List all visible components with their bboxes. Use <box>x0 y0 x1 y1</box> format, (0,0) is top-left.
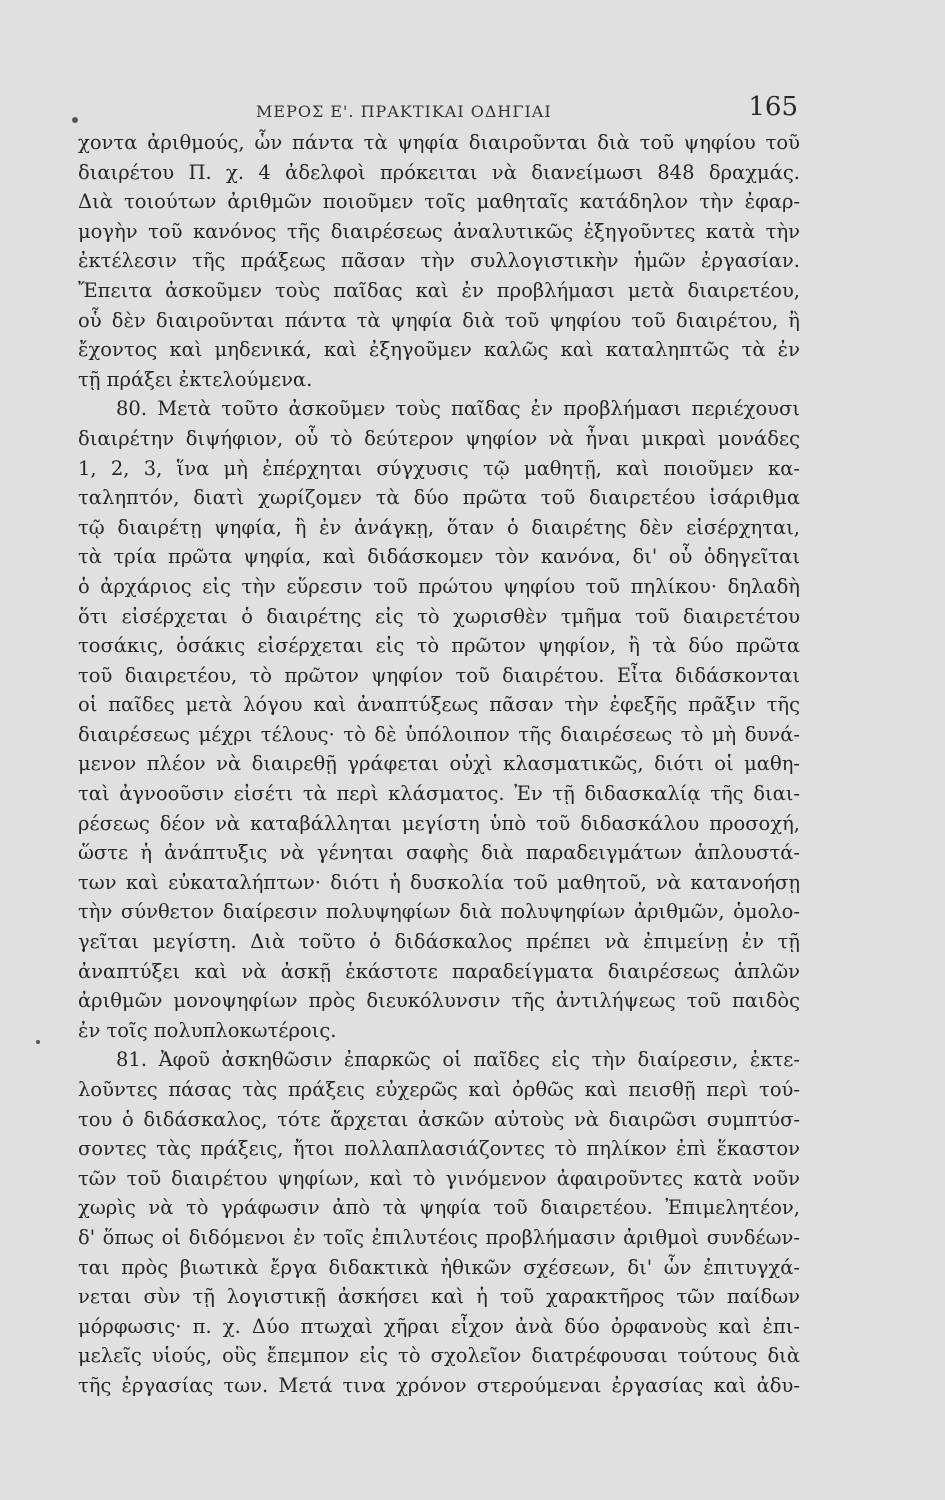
text-line: ρέσεως δέον νὰ καταβάλληται μεγίστη ὑπὸ τοῦ διδασκάλου προσοχή, <box>78 811 800 835</box>
text-line: ὥστε ἡ ἀνάπτυξις νὰ γένηται σαφὴς διὰ παραδειγμάτων ἁπλουστά- <box>78 841 800 865</box>
text-line: τῆς ἐργασίας των. Μετά τινα χρόνον στερούμεναι ἐργασίας καὶ ἀδυ- <box>78 1373 800 1397</box>
text-line: τῶν τοῦ διαιρέτου ψηφίων, καὶ τὸ γινόμενον ἀφαιροῦντες κατὰ νοῦν <box>78 1166 800 1190</box>
text-line: τοῦ διαιρετέου, τὸ πρῶτον ψηφίον τοῦ διαιρέτου. Εἶτα διδάσκονται <box>78 663 800 687</box>
text-line: του ὁ διδάσκαλος, τότε ἄρχεται ἀσκῶν αὐτοὺς νὰ διαιρῶσι συμπτύσ- <box>78 1107 800 1131</box>
text-line: ἔχοντος καὶ μηδενικά, καὶ ἐξηγοῦμεν καλῶς καὶ καταληπτῶς τὰ ἐν <box>78 338 800 362</box>
page-header <box>78 92 798 132</box>
text-line: ἐκτέλεσιν τῆς πράξεως πᾶσαν τὴν συλλογιστικὴν ἡμῶν ἐργασίαν. <box>78 249 800 273</box>
paragraph-80-start: 80. Μετὰ τοῦτο ἀσκοῦμεν τοὺς παῖδας ἐν προβλήμασι περιέχουσι <box>116 397 800 421</box>
text-line: διαιρέτην διψήφιον, οὗ τὸ δεύτερον ψηφίον νὰ ἦναι μικραὶ μονάδες <box>78 426 800 450</box>
text-line: Ἔπειτα ἀσκοῦμεν τοὺς παῖδας καὶ ἐν προβλήμασι μετὰ διαιρετέου, <box>78 278 800 302</box>
text-line: ται πρὸς βιωτικὰ ἔργα διδακτικὰ ἠθικῶν σχέσεων, δι' ὧν ἐπιτυγχά- <box>78 1255 800 1279</box>
text-line: λοῦντες πάσας τὰς πράξεις εὐχερῶς καὶ ὀρθῶς καὶ πεισθῇ περὶ τού- <box>78 1078 800 1101</box>
text-line: οὗ δὲν διαιροῦνται πάντα τὰ ψηφία διὰ τοῦ ψηφίου τοῦ διαιρέτου, ἢ <box>78 308 800 332</box>
text-line: ὅτι εἰσέρχεται ὁ διαιρέτης εἰς τὸ χωρισθὲν τμῆμα τοῦ διαιρετέτου <box>78 604 800 628</box>
text-line: χοντα ἀριθμούς, ὧν πάντα τὰ ψηφία διαιροῦνται διὰ τοῦ ψηφίου τοῦ <box>78 131 800 154</box>
text-line: των καὶ εὐκαταλήπτων· διότι ἡ δυσκολία τοῦ μαθητοῦ, νὰ κατανοήσῃ <box>78 870 800 894</box>
page-number: 165 <box>748 92 798 122</box>
text-line: ἀναπτύξει καὶ νὰ ἀσκῇ ἑκάστοτε παραδείγματα διαιρέσεως ἁπλῶν <box>78 959 800 983</box>
text-line: νεται σὺν τῇ λογιστικῇ ἀσκήσει καὶ ἡ τοῦ χαρακτῆρος τῶν παίδων <box>78 1285 800 1309</box>
text-line: τὰ τρία πρῶτα ψηφία, καὶ διδάσκομεν τὸν κανόνα, δι' οὗ ὁδηγεῖται <box>78 545 800 569</box>
text-line: ταὶ ἀγνοοῦσιν εἰσέτι τὰ περὶ κλάσματος. Ἐν τῇ διδασκαλίᾳ τῆς διαι- <box>78 782 800 806</box>
text-line: τῷ διαιρέτῃ ψηφία, ἢ ἐν ἀνάγκῃ, ὅταν ὁ διαιρέτης δὲν εἰσέρχηται, <box>78 515 800 539</box>
text-line: γεῖται μεγίστη. Διὰ τοῦτο ὁ διδάσκαλος πρέπει νὰ ἐπιμείνῃ ἐν τῇ <box>78 930 800 954</box>
paragraph-81-start: 81. Ἀφοῦ ἀσκηθῶσιν ἐπαρκῶς οἱ παῖδες εἰς τὴν διαίρεσιν, ἐκτε- <box>116 1048 800 1072</box>
text-line: μογὴν τοῦ κανόνος τῆς διαιρέσεως ἀναλυτικῶς ἐξηγοῦντες κατὰ τὴν <box>78 219 800 243</box>
text-line: διαιρέτου Π. χ. 4 ἀδελφοὶ πρόκειται νὰ διανείμωσι 848 δραχμάς. <box>78 160 800 184</box>
text-line: μελεῖς υἱούς, οὓς ἔπεμπον εἰς τὸ σχολεῖον διατρέφουσαι τούτους διὰ <box>78 1344 800 1368</box>
text-line: ἐν τοῖς πολυπλοκωτέροις. <box>78 1018 337 1042</box>
text-line: ταληπτόν, διατὶ χωρίζομεν τὰ δύο πρῶτα τοῦ διαιρετέου ἰσάριθμα <box>78 486 800 510</box>
text-line: τὴν σύνθετον διαίρεσιν πολυψηφίων διὰ πολυψηφίων ἀριθμῶν, ὁμολο- <box>78 900 800 924</box>
body-text <box>78 128 800 1401</box>
text-line: ἀριθμῶν μονοψηφίων πρὸς διευκόλυνσιν τῆς ἀντιλήψεως τοῦ παιδὸς <box>78 989 800 1013</box>
text-line: μενον πλέον νὰ διαιρεθῇ γράφεται οὐχὶ κλασματικῶς, διότι οἱ μαθη- <box>78 752 800 776</box>
text-line: οἱ παῖδες μετὰ λόγου καὶ ἀναπτύξεως πᾶσαν τὴν ἐφεξῆς πρᾶξιν τῆς <box>78 693 800 717</box>
text-line: δ' ὅπως οἱ διδόμενοι ἐν τοῖς ἐπιλυτέοις προβλήμασιν ἀριθμοὶ συνδέων- <box>78 1225 800 1249</box>
ink-speck <box>36 1040 40 1044</box>
text-line: τῇ πράξει ἐκτελούμενα. <box>78 367 313 391</box>
text-line: χωρὶς νὰ τὸ γράφωσιν ἀπὸ τὰ ψηφία τοῦ διαιρετέου. Ἐπιμελητέον, <box>78 1196 800 1220</box>
text-line: σοντες τὰς πράξεις, ἤτοι πολλαπλασιάζοντες τὸ πηλίκον ἐπὶ ἕκαστον <box>78 1137 800 1161</box>
text-line: Διὰ τοιούτων ἀριθμῶν ποιοῦμεν τοῖς μαθηταῖς κατάδηλον τὴν ἐφαρ- <box>78 190 800 214</box>
text-line: τοσάκις, ὁσάκις εἰσέρχεται εἰς τὸ πρῶτον ψηφίον, ἢ τὰ δύο πρῶτα <box>78 634 800 658</box>
text-line: ὁ ἀρχάριος εἰς τὴν εὕρεσιν τοῦ πρώτου ψηφίου τοῦ πηλίκου· δηλαδὴ <box>78 574 800 598</box>
running-head: ΜΕΡΟΣ Ε'. ΠΡΑΚΤΙΚΑΙ ΟΔΗΓΙΑΙ <box>256 102 552 121</box>
text-line: μόρφωσις· π. χ. Δύο πτωχαὶ χῆραι εἶχον ἀνὰ δύο ὀρφανοὺς καὶ ἐπι- <box>78 1314 800 1338</box>
text-line: διαιρέσεως μέχρι τέλους· τὸ δὲ ὑπόλοιπον τῆς διαιρέσεως τὸ μὴ δυνά- <box>78 722 800 746</box>
text-line: 1, 2, 3, ἵνα μὴ ἐπέρχηται σύγχυσις τῷ μαθητῇ, καὶ ποιοῦμεν κα- <box>78 456 800 480</box>
